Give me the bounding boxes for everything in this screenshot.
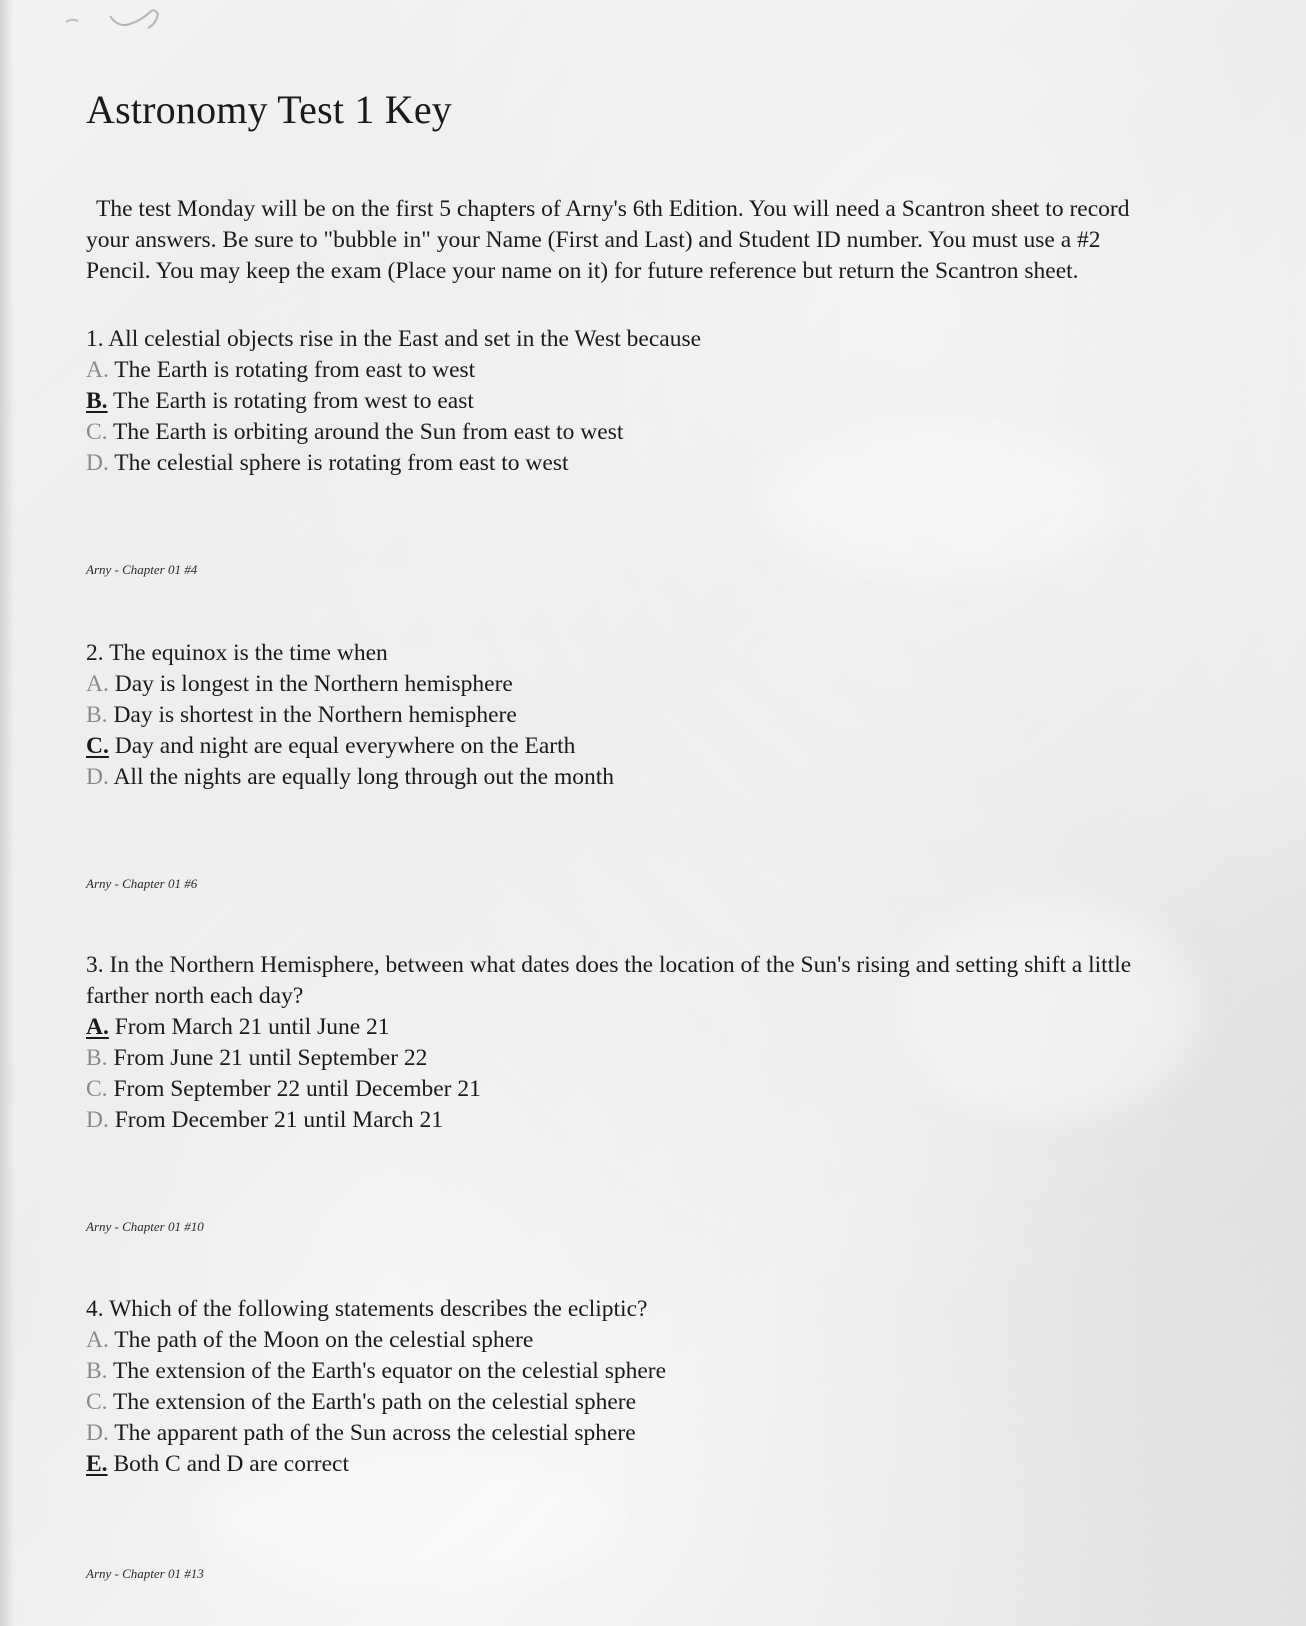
option-letter: D. — [86, 764, 109, 790]
option-text: From March 21 until June 21 — [108, 1014, 390, 1040]
option-letter: C. — [86, 1076, 108, 1102]
option-text: Both C and D are correct — [107, 1451, 349, 1477]
instructions-line: your answers. Be sure to "bubble in" your Name (First and Last) and Student ID number. You must use a #2 — [86, 227, 1101, 253]
question-stem: 4. Which of the following statements describes the ecliptic? — [86, 1296, 648, 1322]
option-text: The Earth is orbiting around the Sun from east to west — [107, 419, 624, 445]
document-title: Astronomy Test 1 Key — [86, 87, 452, 132]
option-letter: B. — [86, 702, 108, 728]
instructions-line: Pencil. You may keep the exam (Place your name on it) for future reference but return the Scantron sheet. — [86, 258, 1079, 284]
question-source: Arny - Chapter 01 #13 — [86, 1566, 204, 1581]
question-source: Arny - Chapter 01 #6 — [86, 876, 198, 891]
answer-option-a — [86, 1012, 1286, 1043]
question-stem: 3. In the Northern Hemisphere, between what dates does the location of the Sun's rising and setting shift a little — [86, 952, 1132, 978]
option-text: Day is longest in the Northern hemisphere — [108, 671, 513, 697]
answer-option-a — [86, 355, 1286, 386]
question-source: Arny - Chapter 01 #4 — [86, 562, 198, 577]
option-text: The extension of the Earth's equator on the celestial sphere — [107, 1358, 667, 1384]
correct-option-letter: B. — [86, 388, 108, 414]
answer-option-b — [86, 386, 1286, 417]
answer-option-e — [86, 1449, 1286, 1480]
option-letter: A. — [86, 357, 109, 383]
option-letter: D. — [86, 1420, 109, 1446]
correct-option-letter: E. — [86, 1451, 108, 1477]
option-text: Day and night are equal everywhere on the Earth — [108, 733, 576, 759]
option-text: The celestial sphere is rotating from east to west — [108, 450, 569, 476]
question-2 — [86, 638, 1286, 793]
pencil-scribble-mark — [58, 4, 168, 36]
option-letter: A. — [86, 1327, 109, 1353]
option-letter: D. — [86, 450, 109, 476]
question-stem: 1. All celestial objects rise in the East and set in the West because — [86, 326, 702, 352]
option-text: The Earth is rotating from west to east — [107, 388, 474, 414]
question-source: Arny - Chapter 01 #10 — [86, 1219, 204, 1234]
correct-option-letter: A. — [86, 1014, 109, 1040]
question-4 — [86, 1294, 1286, 1480]
instructions-line: The test Monday will be on the first 5 chapters of Arny's 6th Edition. You will need a Scantron sheet to record — [96, 196, 1130, 222]
question-1 — [86, 324, 1286, 479]
option-text: The path of the Moon on the celestial sphere — [108, 1327, 534, 1353]
option-text: From June 21 until September 22 — [107, 1045, 428, 1071]
answer-option-a — [86, 669, 1286, 700]
option-text: All the nights are equally long through out the month — [108, 764, 615, 790]
answer-option-b — [86, 1356, 1286, 1387]
answer-option-c — [86, 1074, 1286, 1105]
page-edge-shadow — [0, 0, 14, 1626]
question-stem-continued: farther north each day? — [86, 983, 304, 1009]
option-text: The apparent path of the Sun across the celestial sphere — [108, 1420, 636, 1446]
answer-option-d — [86, 1418, 1286, 1449]
option-text: The Earth is rotating from east to west — [108, 357, 476, 383]
option-letter: B. — [86, 1045, 108, 1071]
answer-option-d — [86, 1105, 1286, 1136]
option-letter: A. — [86, 671, 109, 697]
option-text: From September 22 until December 21 — [107, 1076, 481, 1102]
instructions-paragraph — [86, 194, 1286, 287]
answer-option-a — [86, 1325, 1286, 1356]
option-text: From December 21 until March 21 — [108, 1107, 443, 1133]
answer-option-c — [86, 731, 1286, 762]
option-text: The extension of the Earth's path on the celestial sphere — [107, 1389, 637, 1415]
answer-option-c — [86, 1387, 1286, 1418]
question-stem: 2. The equinox is the time when — [86, 640, 388, 666]
option-letter: B. — [86, 1358, 108, 1384]
answer-option-d — [86, 762, 1286, 793]
answer-option-b — [86, 700, 1286, 731]
option-letter: C. — [86, 419, 108, 445]
option-letter: D. — [86, 1107, 109, 1133]
correct-option-letter: C. — [86, 733, 109, 759]
answer-option-b — [86, 1043, 1286, 1074]
answer-option-c — [86, 417, 1286, 448]
answer-option-d — [86, 448, 1286, 479]
question-3 — [86, 950, 1286, 1136]
option-letter: C. — [86, 1389, 108, 1415]
option-text: Day is shortest in the Northern hemisphere — [107, 702, 517, 728]
